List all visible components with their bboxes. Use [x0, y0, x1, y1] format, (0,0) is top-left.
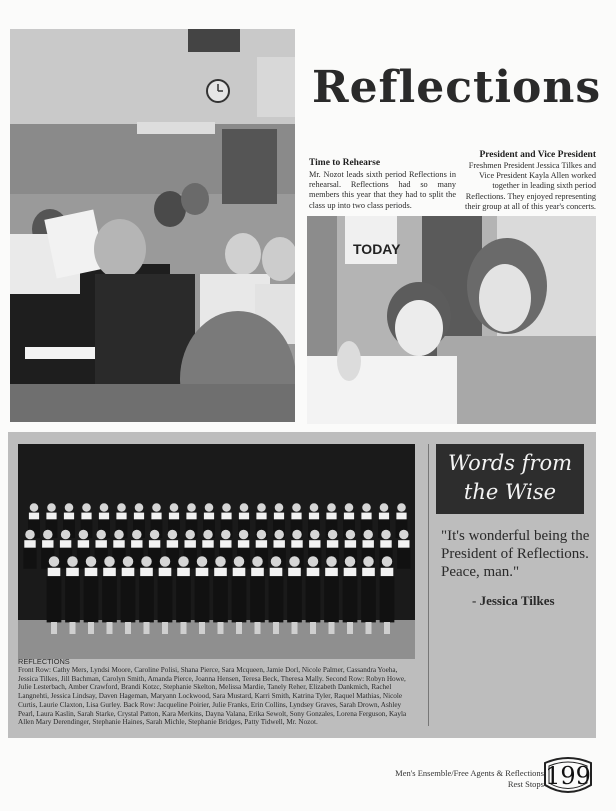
singer-collar — [29, 513, 39, 520]
singer-head — [292, 530, 302, 540]
singer-head — [380, 503, 389, 512]
singer-dress — [65, 576, 80, 622]
page-footer — [395, 768, 544, 790]
singer-collar — [396, 513, 406, 520]
singer-dress — [232, 576, 247, 622]
singer-dress — [23, 548, 36, 569]
page-title: Reflections — [312, 62, 602, 113]
singer-legs — [255, 622, 261, 634]
singer-head — [310, 530, 320, 540]
singer-head — [310, 503, 319, 512]
singer-head — [328, 530, 338, 540]
singer-head — [152, 503, 161, 512]
singer-collar — [113, 540, 124, 548]
singer-collar — [103, 568, 116, 576]
footer-section-title: Men's Ensemble/Free Agents & Reflections — [395, 768, 544, 778]
singer-dress — [380, 576, 395, 622]
singer-collar — [99, 513, 109, 520]
singer-collar — [307, 568, 320, 576]
singer-collar — [325, 568, 338, 576]
singer-head — [289, 556, 300, 567]
singer-head — [43, 530, 53, 540]
page-number-badge — [540, 755, 596, 797]
singer-head — [397, 503, 406, 512]
singer-collar — [274, 540, 285, 548]
singer-dress — [269, 576, 284, 622]
singer-collar — [196, 568, 209, 576]
singer-collar — [344, 568, 357, 576]
singer-head — [292, 503, 301, 512]
singer-legs — [144, 622, 150, 634]
singer-legs — [181, 622, 187, 634]
singer-collar — [309, 540, 320, 548]
singer-legs — [310, 622, 316, 634]
singer-head — [252, 556, 263, 567]
singer-head — [96, 530, 106, 540]
singer-head — [257, 530, 267, 540]
singer-collar — [169, 513, 179, 520]
singer-head — [363, 556, 374, 567]
singer-legs — [384, 622, 390, 634]
singer-head — [274, 530, 284, 540]
singer-collar — [66, 568, 79, 576]
singer-head — [79, 530, 89, 540]
quote-banner-line2: the Wise — [463, 480, 557, 504]
singer-head — [132, 530, 142, 540]
rehearsal-photo — [10, 29, 295, 422]
singer-head — [104, 556, 115, 567]
singer-head — [170, 503, 179, 512]
singer-collar — [381, 568, 394, 576]
singer-head — [215, 556, 226, 567]
singer-collar — [344, 513, 354, 520]
quote-attribution: - Jessica Tilkes — [472, 593, 555, 608]
singer-collar — [96, 540, 107, 548]
singer-collar — [140, 568, 153, 576]
singer-dress — [139, 576, 154, 622]
singer-collar — [327, 540, 338, 548]
singer-head — [381, 530, 391, 540]
singer-dress — [195, 576, 210, 622]
singer-collar — [202, 540, 213, 548]
singer-collar — [288, 568, 301, 576]
singer-legs — [347, 622, 353, 634]
singer-collar — [81, 513, 91, 520]
singer-head — [141, 556, 152, 567]
singer-dress — [130, 548, 143, 569]
today-sign-text: TODAY — [353, 241, 401, 257]
singer-head — [150, 530, 160, 540]
singer-collar — [151, 513, 161, 520]
singer-head — [363, 530, 373, 540]
singer-collar — [309, 513, 319, 520]
singer-collar — [380, 540, 391, 548]
singer-head — [61, 530, 71, 540]
singer-legs — [162, 622, 168, 634]
singer-collar — [46, 513, 56, 520]
singer-collar — [345, 540, 356, 548]
singer-legs — [107, 622, 113, 634]
singer-collar — [185, 540, 196, 548]
singer-legs — [329, 622, 335, 634]
singer-head — [222, 503, 231, 512]
singer-collar — [251, 568, 264, 576]
singer-head — [205, 503, 214, 512]
singer-head — [123, 556, 134, 567]
singer-collar — [379, 513, 389, 520]
singer-legs — [199, 622, 205, 634]
officers-photo — [307, 216, 596, 424]
singer-head — [197, 556, 208, 567]
roster-label: REFLECTIONS — [18, 657, 70, 666]
singer-head — [47, 503, 56, 512]
singer-dress — [343, 576, 358, 622]
singer-legs — [51, 622, 57, 634]
quote-divider — [428, 444, 429, 726]
singer-head — [221, 530, 231, 540]
rehearse-caption-body: Mr. Nozot leads sixth period Reflections in rehearsal. Reflections had so many members this year that they had to split the class up into two class periods. — [309, 170, 456, 210]
footer-section-sub: Rest Stops — [507, 779, 544, 789]
singer-collar — [221, 513, 231, 520]
singer-collar — [256, 540, 267, 548]
singer-head — [135, 503, 144, 512]
singer-collar — [42, 540, 53, 548]
page-number: 199 — [545, 762, 591, 790]
singer-head — [239, 530, 249, 540]
singer-collar — [167, 540, 178, 548]
singer-collar — [159, 568, 172, 576]
singer-head — [65, 503, 74, 512]
singer-head — [82, 503, 91, 512]
singer-head — [160, 556, 171, 567]
singer-head — [271, 556, 282, 567]
singer-collar — [220, 540, 231, 548]
singer-head — [275, 503, 284, 512]
singer-collar — [291, 540, 302, 548]
singer-head — [257, 503, 266, 512]
singer-head — [399, 530, 409, 540]
singer-legs — [273, 622, 279, 634]
singer-collar — [274, 513, 284, 520]
singer-head — [346, 530, 356, 540]
singer-dress — [176, 576, 191, 622]
quote-banner — [436, 444, 584, 514]
singer-head — [240, 503, 249, 512]
singer-collar — [134, 513, 144, 520]
singer-dress — [102, 576, 117, 622]
singer-collar — [291, 513, 301, 520]
singer-collar — [238, 540, 249, 548]
singer-collar — [177, 568, 190, 576]
singer-head — [25, 530, 35, 540]
singer-collar — [122, 568, 135, 576]
singer-legs — [236, 622, 242, 634]
group-photo — [18, 444, 415, 659]
singer-collar — [270, 568, 283, 576]
singer-head — [327, 503, 336, 512]
singer-collar — [78, 540, 89, 548]
singer-head — [234, 556, 245, 567]
singer-collar — [116, 513, 126, 520]
singer-collar — [214, 568, 227, 576]
singer-collar — [24, 540, 35, 548]
singer-dress — [324, 576, 339, 622]
singer-collar — [398, 540, 409, 548]
rehearse-caption-heading: Time to Rehearse — [309, 158, 381, 168]
singer-collar — [204, 513, 214, 520]
singer-head — [67, 556, 78, 567]
singer-collar — [326, 513, 336, 520]
singer-dress — [121, 576, 136, 622]
singer-head — [114, 530, 124, 540]
quote-banner-line1: Words from — [447, 451, 573, 475]
singer-head — [382, 556, 393, 567]
singer-legs — [292, 622, 298, 634]
singer-collar — [362, 568, 375, 576]
singer-dress — [112, 548, 125, 569]
singer-dress — [250, 576, 265, 622]
singer-head — [178, 556, 189, 567]
singer-dress — [306, 576, 321, 622]
singer-dress — [397, 548, 410, 569]
singer-dress — [361, 576, 376, 622]
singer-collar — [48, 568, 61, 576]
president-caption-body: Freshmen President Jessica Tilkes and Vice President Kayla Allen worked together in leading sixth period Reflections. They enjoyed representing their group at all of this year's concerts. — [465, 161, 596, 211]
singer-legs — [218, 622, 224, 634]
president-caption-heading: President and Vice President — [479, 150, 596, 160]
singer-collar — [131, 540, 142, 548]
singer-head — [168, 530, 178, 540]
singer-head — [203, 530, 213, 540]
singer-head — [49, 556, 60, 567]
singer-legs — [70, 622, 76, 634]
singer-head — [345, 556, 356, 567]
singer-collar — [233, 568, 246, 576]
singer-legs — [366, 622, 372, 634]
singer-collar — [64, 513, 74, 520]
singer-head — [187, 503, 196, 512]
singer-collar — [256, 513, 266, 520]
singer-head — [326, 556, 337, 567]
singer-collar — [85, 568, 98, 576]
singer-legs — [125, 622, 131, 634]
singer-head — [308, 556, 319, 567]
singer-collar — [361, 513, 371, 520]
singer-head — [185, 530, 195, 540]
singer-collar — [186, 513, 196, 520]
singer-head — [100, 503, 109, 512]
singer-dress — [213, 576, 228, 622]
singer-dress — [47, 576, 62, 622]
singer-dress — [84, 576, 99, 622]
singer-head — [86, 556, 97, 567]
singer-legs — [88, 622, 94, 634]
singer-collar — [239, 513, 249, 520]
singer-head — [117, 503, 126, 512]
singer-dress — [287, 576, 302, 622]
singer-head — [362, 503, 371, 512]
singer-collar — [60, 540, 71, 548]
singer-collar — [149, 540, 160, 548]
singer-dress — [158, 576, 173, 622]
quote-text: "It's wonderful being the President of Reflections. Peace, man." — [441, 528, 590, 580]
singer-collar — [363, 540, 374, 548]
singer-head — [30, 503, 39, 512]
roster-names: Front Row: Cathy Mers, Lyndsi Moore, Caroline Polisi, Shana Pierce, Sara Mcqueen, Jamie Dorl, Nicole Palmer, Cassandra Yoeha, Jessica Tilkes, Jill Bachman, Carolyn Smith, Amanda Pierce, Joanna Hensen, Teresa Beck, Theresa Mally. Second Row: Robyn Howe, Julie Lesterbach, Amber Crawford, Brandi Kotzc, Stephanie Skelton, Melissa Mardie, Tanely Reher, Elizabeth Dankmich, Rachel Langnehti, Jessica Lindsay, Daven Hageman, Maryann Lockwood, Sara Mustard, Karri Smith, Katrina Tyler, Raquel Mathias, Nicole Curtis, Laurie Claxton, Lisa Gurley. Back Row: Jacqueline Poirier, Julie Franks, Erin Collins, Lyndsey Graves, Sarah Drown, Ashley Pearl, Laura Kaslin, Sarah Starke, Crystal Patton, Kara Merkins, Dayna Valana, Erika Sewolt, Sony Gonzales, Lorena Ferguson, Kayla Allen Mary Derendinger, Stephanie Haines, Sarah Michle, Stephanie Bridges, Patty Tidwell, Mr. Nozot. — [18, 666, 407, 727]
singer-head — [345, 503, 354, 512]
